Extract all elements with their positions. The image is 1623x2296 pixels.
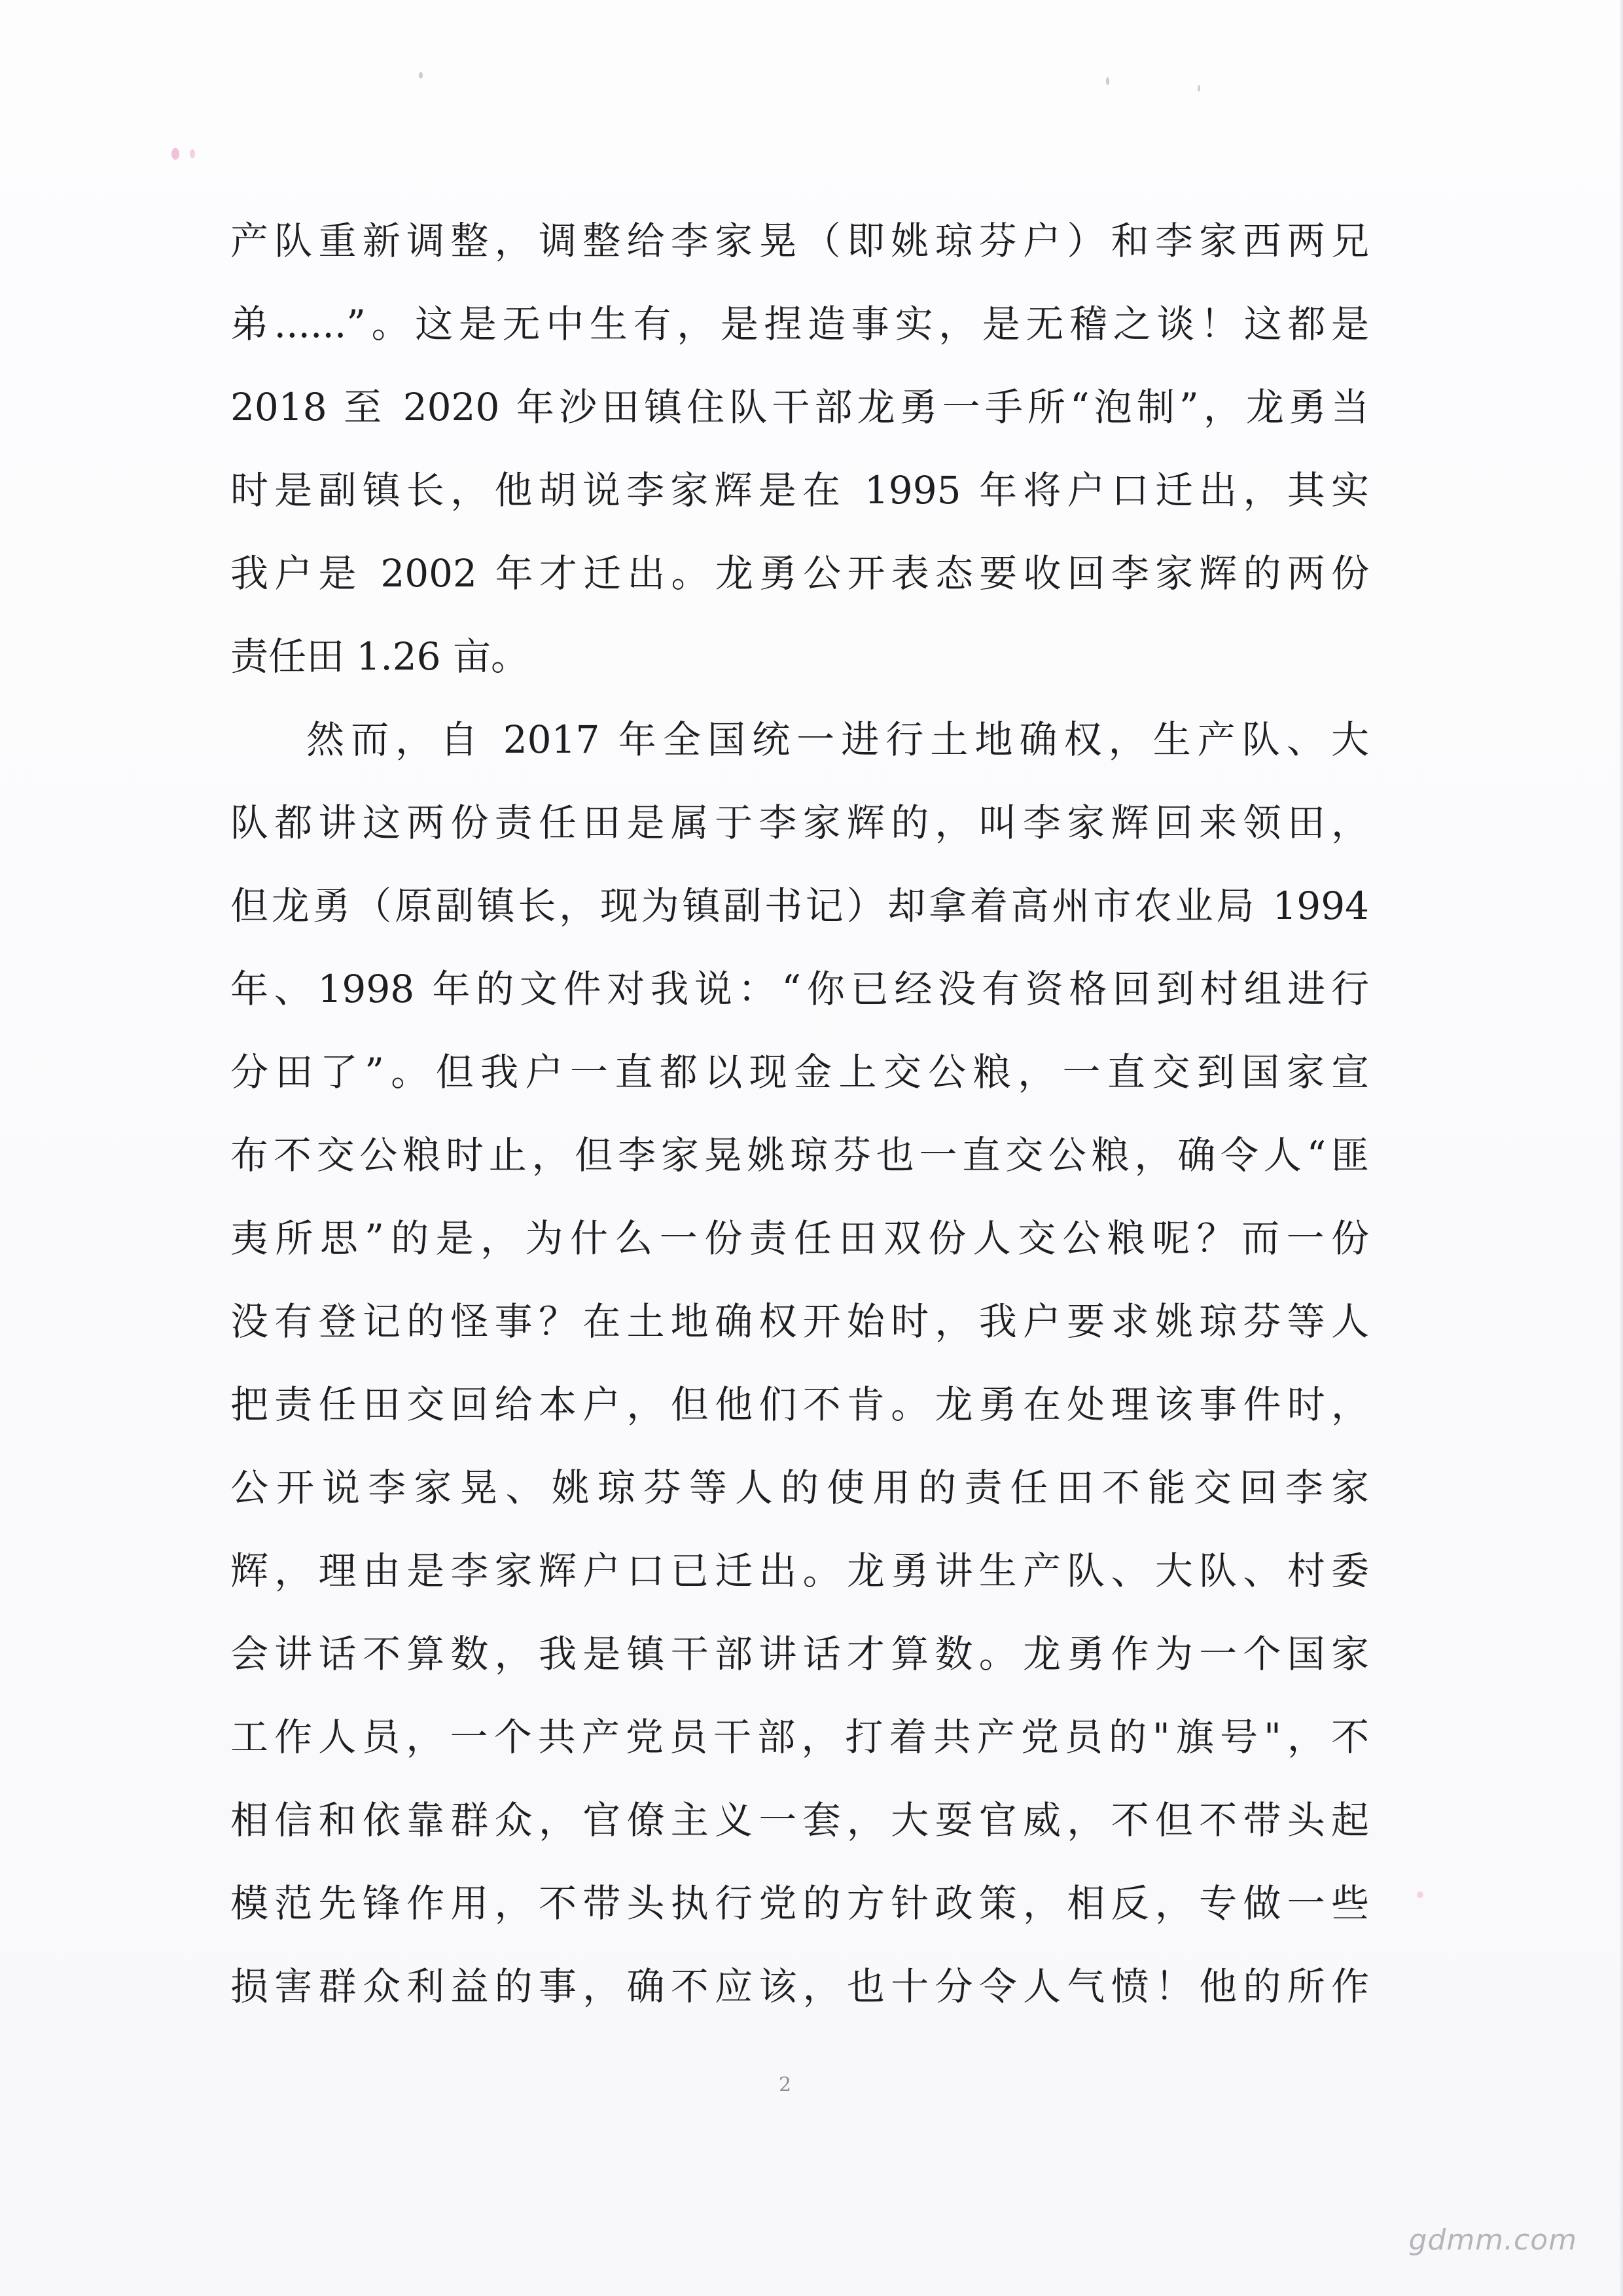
text-line: 会讲话不算数，我是镇干部讲话才算数。龙勇作为一个国家	[230, 1632, 1369, 1676]
scan-speck	[1106, 77, 1109, 85]
page-number: 2	[779, 2073, 792, 2096]
text-line: 产队重新调整，调整给李家晃（即姚琼芬户）和李家西两兄	[230, 219, 1369, 263]
scan-speck	[190, 149, 195, 158]
scan-edge	[1619, 0, 1623, 2296]
text-line: 分田了”。但我户一直都以现金上交公粮，一直交到国家宣	[230, 1050, 1369, 1094]
text-line: 没有登记的怪事？在土地确权开始时，我户要求姚琼芬等人	[230, 1299, 1369, 1344]
text-line: 布不交公粮时止，但李家晃姚琼芬也一直交公粮，确令人“匪	[230, 1133, 1369, 1177]
scan-speck	[171, 148, 179, 160]
text-line: 然而，自 2017 年全国统一进行土地确权，生产队、大	[306, 717, 1369, 762]
text-line: 2018 至 2020 年沙田镇住队干部龙勇一手所“泡制”，龙勇当	[230, 385, 1369, 429]
text-line: 弟......”。这是无中生有，是捏造事实，是无稽之谈！这都是	[230, 302, 1369, 346]
text-line: 模范先锋作用，不带头执行党的方针政策，相反，专做一些	[230, 1881, 1369, 1926]
text-line: 工作人员，一个共产党员干部，打着共产党员的"旗号"，不	[230, 1715, 1369, 1759]
text-line: 夷所思”的是，为什么一份责任田双份人交公粮呢？而一份	[230, 1216, 1369, 1261]
text-line: 时是副镇长，他胡说李家辉是在 1995 年将户口迁出，其实	[230, 468, 1369, 512]
scan-speck	[1198, 85, 1200, 92]
text-line: 把责任田交回给本户，但他们不肯。龙勇在处理该事件时，	[230, 1382, 1369, 1427]
text-line: 我户是 2002 年才迁出。龙勇公开表态要收回李家辉的两份	[230, 551, 1369, 596]
site-watermark: gdmm.com	[1408, 2223, 1577, 2257]
text-line: 责任田 1.26 亩。	[230, 634, 529, 679]
text-line: 公开说李家晃、姚琼芬等人的使用的责任田不能交回李家	[230, 1465, 1369, 1510]
document-body	[230, 200, 1369, 2028]
scan-speck	[419, 72, 423, 79]
text-line: 队都讲这两份责任田是属于李家辉的，叫李家辉回来领田，	[230, 800, 1369, 845]
scan-speck	[1417, 1892, 1423, 1898]
text-line: 辉，理由是李家辉户口已迁出。龙勇讲生产队、大队、村委	[230, 1549, 1369, 1593]
text-line: 但龙勇（原副镇长，现为镇副书记）却拿着高州市农业局 1994	[230, 884, 1369, 928]
text-line: 损害群众利益的事，确不应该，也十分令人气愤！他的所作	[230, 1964, 1369, 2009]
text-line: 相信和依靠群众，官僚主义一套，大耍官威，不但不带头起	[230, 1798, 1369, 1842]
text-line: 年、1998 年的文件对我说：“你已经没有资格回到村组进行	[230, 967, 1369, 1011]
